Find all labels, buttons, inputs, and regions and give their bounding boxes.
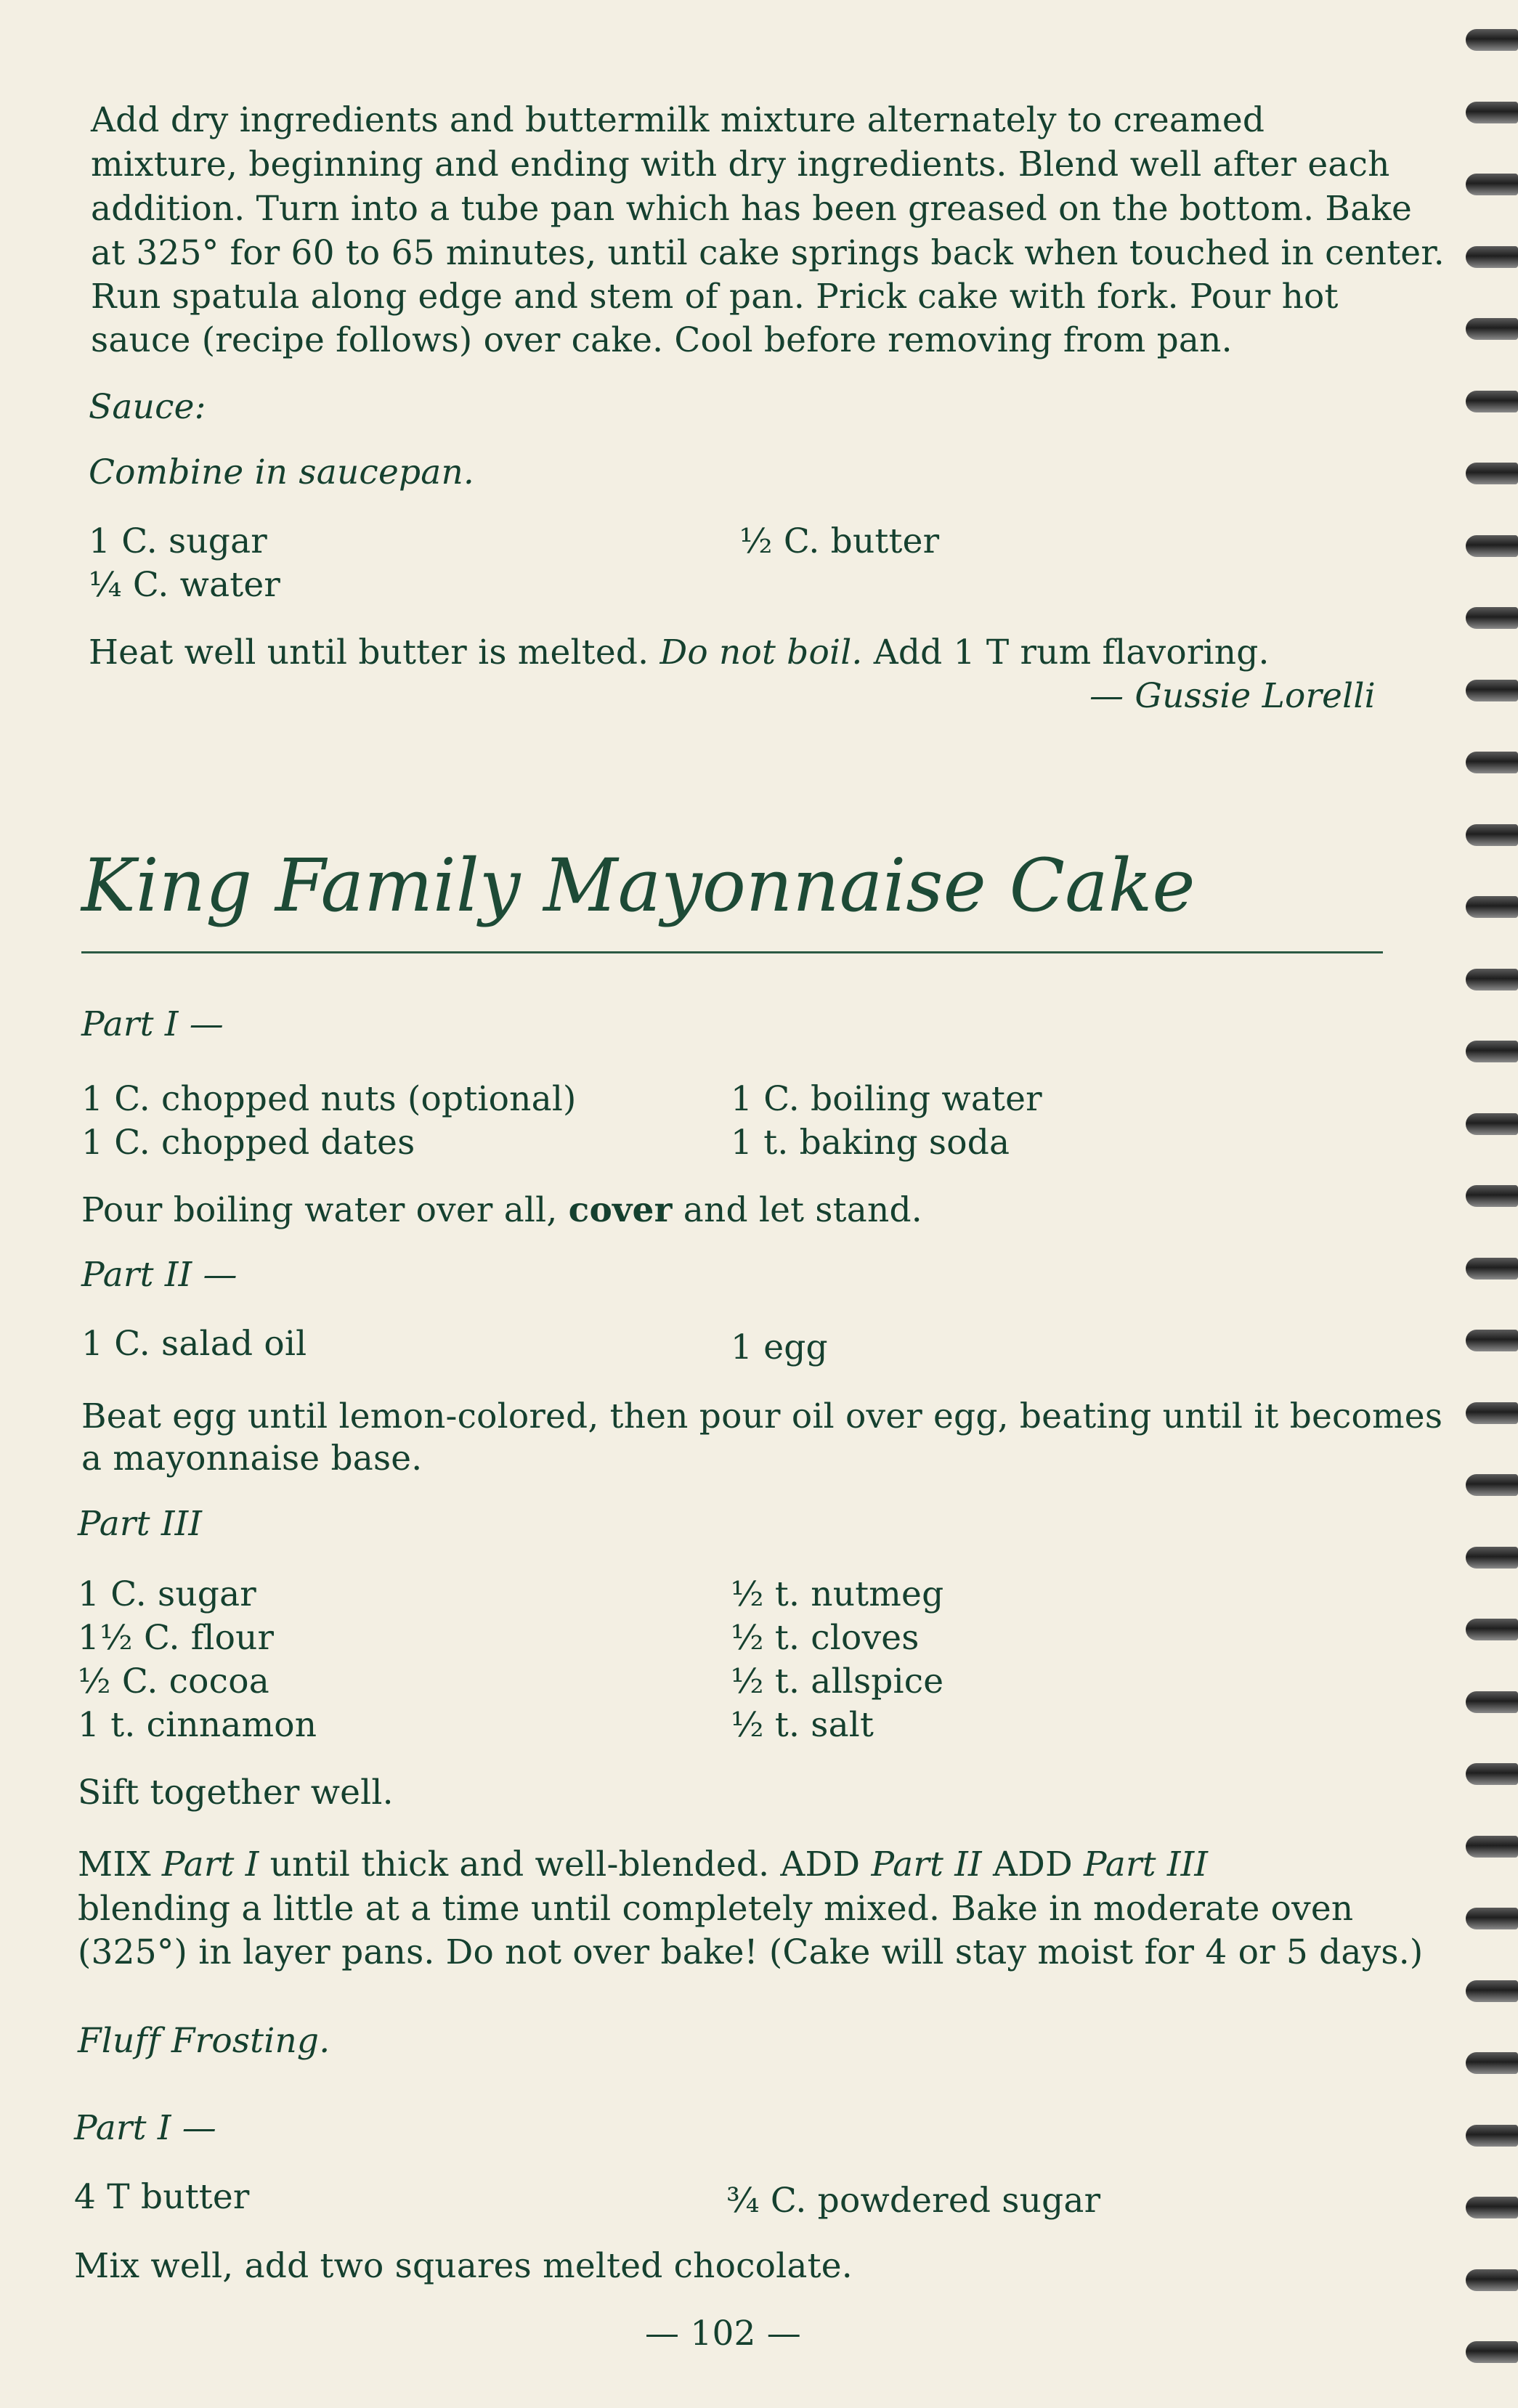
spiral-coil (1466, 174, 1518, 195)
spiral-coil (1466, 318, 1518, 340)
part-1-ingredient: 1 C. boiling water (731, 1079, 1042, 1119)
part-2-heading: Part II — (81, 1255, 238, 1295)
spiral-coil (1466, 1691, 1518, 1713)
part-1-ingredient: 1 C. chopped dates (81, 1123, 415, 1163)
part-3-ingredient: ½ C. cocoa (78, 1661, 269, 1701)
part-3-ingredient: ½ t. nutmeg (731, 1574, 944, 1614)
intro-line: at 325° for 60 to 65 minutes, until cake springs back when touched in center. (91, 233, 1445, 273)
spiral-coil (1466, 1402, 1518, 1424)
spiral-coil (1466, 391, 1518, 412)
sauce-step (89, 630, 1270, 675)
page-number: — 102 — (645, 2314, 801, 2354)
spiral-coil (1466, 463, 1518, 484)
spiral-coil (1466, 824, 1518, 846)
spiral-coil (1466, 2269, 1518, 2291)
sauce-step-text: Add 1 T rum flavoring. (873, 632, 1270, 672)
frosting-ingredient: ¾ C. powdered sugar (726, 2181, 1101, 2221)
part-1-step-emphasis: cover (568, 1190, 673, 1230)
spiral-coil (1466, 1258, 1518, 1280)
sauce-heading: Sauce: (89, 387, 206, 427)
mix-part-ref: Part II (871, 1844, 982, 1884)
spiral-coil (1466, 896, 1518, 918)
frosting-ingredient: 4 T butter (74, 2177, 250, 2217)
frosting-step: Mix well, add two squares melted chocolate. (74, 2246, 853, 2286)
part-1-ingredient: 1 t. baking soda (731, 1123, 1010, 1163)
sauce-ingredient: ¼ C. water (89, 565, 281, 605)
spiral-coil (1466, 1330, 1518, 1351)
spiral-coil (1466, 1474, 1518, 1496)
part-1-step (81, 1188, 922, 1232)
intro-line: Add dry ingredients and buttermilk mixture alternately to creamed (91, 100, 1265, 140)
spiral-coil (1466, 246, 1518, 268)
spiral-coil (1466, 2197, 1518, 2218)
part-3-ingredient: 1½ C. flour (78, 1618, 275, 1658)
mix-line (78, 1842, 1208, 1887)
part-2-ingredient: 1 egg (731, 1327, 828, 1367)
part-1-step-text: Pour boiling water over all, (81, 1190, 558, 1230)
spiral-coil (1466, 2125, 1518, 2147)
recipe-title: King Family Mayonnaise Cake (81, 843, 1196, 928)
part-3-ingredient: 1 t. cinnamon (78, 1705, 317, 1745)
sauce-ingredient: ½ C. butter (739, 521, 940, 561)
part-1-heading: Part I — (81, 1004, 224, 1044)
part-3-ingredient: ½ t. cloves (731, 1618, 920, 1658)
mix-line: blending a little at a time until completely mixed. Bake in moderate oven (78, 1889, 1354, 1929)
spiral-coil (1466, 752, 1518, 773)
part-2-step-line: a mayonnaise base. (81, 1439, 423, 1478)
spiral-coil (1466, 1980, 1518, 2002)
spiral-coil (1466, 2341, 1518, 2363)
title-divider (81, 951, 1383, 953)
part-1-ingredient: 1 C. chopped nuts (optional) (81, 1079, 577, 1119)
spiral-coil (1466, 1763, 1518, 1785)
spiral-coil (1466, 102, 1518, 123)
spiral-coil (1466, 1836, 1518, 1858)
sauce-ingredient: 1 C. sugar (89, 521, 267, 561)
mix-part-ref: Part III (1084, 1844, 1209, 1884)
mix-text: ADD (992, 1844, 1073, 1884)
spiral-coil (1466, 1619, 1518, 1640)
part-1-step-text: and let stand. (683, 1190, 922, 1230)
spiral-coil (1466, 535, 1518, 557)
spiral-coil (1466, 1185, 1518, 1207)
part-2-step-line: Beat egg until lemon-colored, then pour oil over egg, beating until it becomes (81, 1396, 1443, 1436)
recipe-attribution: — Gussie Lorelli (1089, 676, 1376, 716)
spiral-coil (1466, 607, 1518, 629)
spiral-coil (1466, 2052, 1518, 2074)
spiral-coil (1466, 969, 1518, 991)
spiral-coil (1466, 1113, 1518, 1135)
intro-line: Run spatula along edge and stem of pan. Prick cake with fork. Pour hot (91, 277, 1339, 317)
intro-line: addition. Turn into a tube pan which has been greased on the bottom. Bake (91, 189, 1413, 229)
part-3-ingredient: 1 C. sugar (78, 1574, 256, 1614)
sauce-step-text: Heat well until butter is melted. (89, 632, 649, 672)
frosting-part-heading: Part I — (74, 2108, 216, 2148)
mix-line: (325°) in layer pans. Do not over bake! (Cake will stay moist for 4 or 5 days.) (78, 1932, 1424, 1972)
spiral-coil (1466, 29, 1518, 51)
part-3-ingredient: ½ t. allspice (731, 1661, 944, 1701)
part-3-ingredient: ½ t. salt (731, 1705, 874, 1745)
part-2-ingredient: 1 C. salad oil (81, 1324, 307, 1364)
sauce-step-warning: Do not boil. (659, 632, 863, 672)
mix-part-ref: Part I (161, 1844, 259, 1884)
intro-line: mixture, beginning and ending with dry ingredients. Blend well after each (91, 145, 1390, 184)
part-3-heading: Part III (78, 1504, 203, 1544)
spiral-coil (1466, 1908, 1518, 1929)
sauce-instruction: Combine in saucepan. (89, 452, 475, 492)
spiral-coil (1466, 680, 1518, 701)
mix-text: until thick and well-blended. ADD (269, 1844, 861, 1884)
frosting-heading: Fluff Frosting. (78, 2021, 330, 2061)
part-3-step: Sift together well. (78, 1773, 394, 1813)
spiral-binding (1453, 0, 1518, 2408)
spiral-coil (1466, 1041, 1518, 1062)
spiral-coil (1466, 1547, 1518, 1569)
intro-line: sauce (recipe follows) over cake. Cool before removing from pan. (91, 320, 1233, 360)
mix-text: MIX (78, 1844, 151, 1884)
